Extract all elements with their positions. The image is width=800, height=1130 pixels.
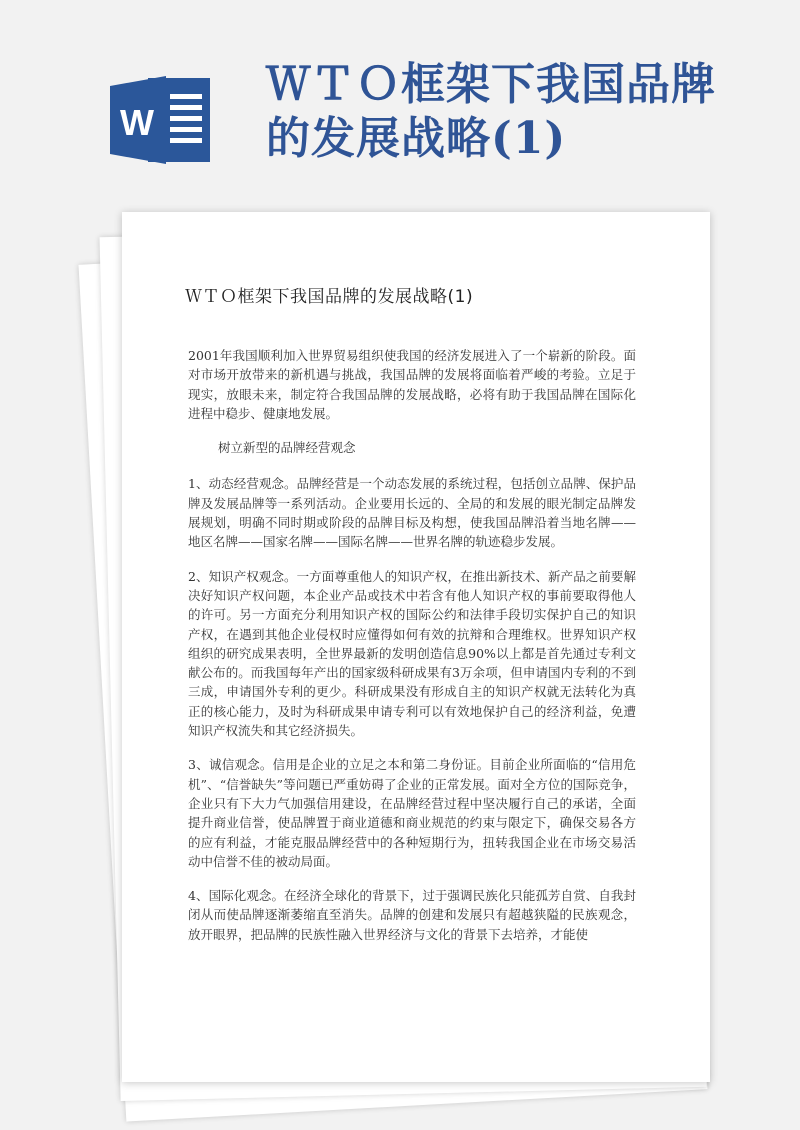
document-page: [122, 212, 710, 1082]
document-body: [188, 346, 636, 959]
paragraph-2: 2、知识产权观念。一方面尊重他人的知识产权，在推出新技术、新产品之前要解决好知识产权问题，本企业产品或技术中若含有他人知识产权的事前要取得他人的许可。另一方面充分利用知识产权的国际公约和法律手段切实保护自己的知识产权，在遇到其他企业侵权时应懂得如何有效的抗辩和合理维权。世界知识产权组织的研究成果表明，全世界最新的发明创造信息90%以上都是首先通过专利文献公布的。而我国每年产出的国家级科研成果有3万余项，但申请国内专利的不到三成，申请国外专利的更少。科研成果没有形成自主的知识产权就无法转化为真正的核心能力，及时为科研成果申请专利可以有效地保护自己的经济利益，免遭知识产权流失和其它经济损失。: [188, 568, 636, 739]
paragraph-intro: 2001年我国顺利加入世界贸易组织使我国的经济发展进入了一个崭新的阶段。面对市场开放带来的新机遇与挑战，我国品牌的发展将面临着严峻的考验。立足于现实，放眼未来，制定符合我国品牌的发展战略，必将有助于我国品牌在国际化进程中稳步、健康地发展。: [188, 348, 636, 421]
header-title: [266, 58, 786, 166]
document-title: ＷＴＯ框架下我国品牌的发展战略(1): [185, 287, 474, 307]
header-title-line2: 的发展战略(1): [266, 113, 567, 164]
paragraph-1: 1、动态经营观念。品牌经营是一个动态发展的系统过程，包括创立品牌、保护品牌及发展品牌等一系列活动。企业要用长远的、全局的和发展的眼光制定品牌发展规划，明确不同时期或阶段的品牌目标及构想，使我国品牌沿着当地名牌——地区名牌——国家名牌——国际名牌——世界名牌的轨迹稳步发展。: [188, 476, 636, 550]
word-document-icon: [110, 72, 214, 168]
header-title-line1: ＷＴＯ框架下我国品牌: [266, 59, 716, 110]
word-icon-letter: W: [120, 102, 154, 143]
section-heading: 树立新型的品牌经营观念: [218, 440, 356, 456]
paragraph-4: 4、国际化观念。在经济全球化的背景下，过于强调民族化只能孤芳自赏、自我封闭从而使品牌逐渐萎缩直至消失。品牌的创建和发展只有超越狭隘的民族观念，放开眼界，把品牌的民族性融入世界经济与文化的背景下去培养，才能使: [188, 888, 636, 942]
paragraph-3: 3、诚信观念。信用是企业的立足之本和第二身份证。目前企业所面临的“信用危机”、“信誉缺失”等问题已严重妨碍了企业的正常发展。面对全方位的国际竞争，企业只有下大力气加强信用建设，在品牌经营过程中坚决履行自己的承诺，全面提升商业信誉，使品牌置于商业道德和商业规范的约束与限定下，确保交易各方的应有利益，才能克服品牌经营中的各种短期行为，扭转我国企业在市场交易活动中信誉不佳的被动局面。: [188, 757, 636, 869]
